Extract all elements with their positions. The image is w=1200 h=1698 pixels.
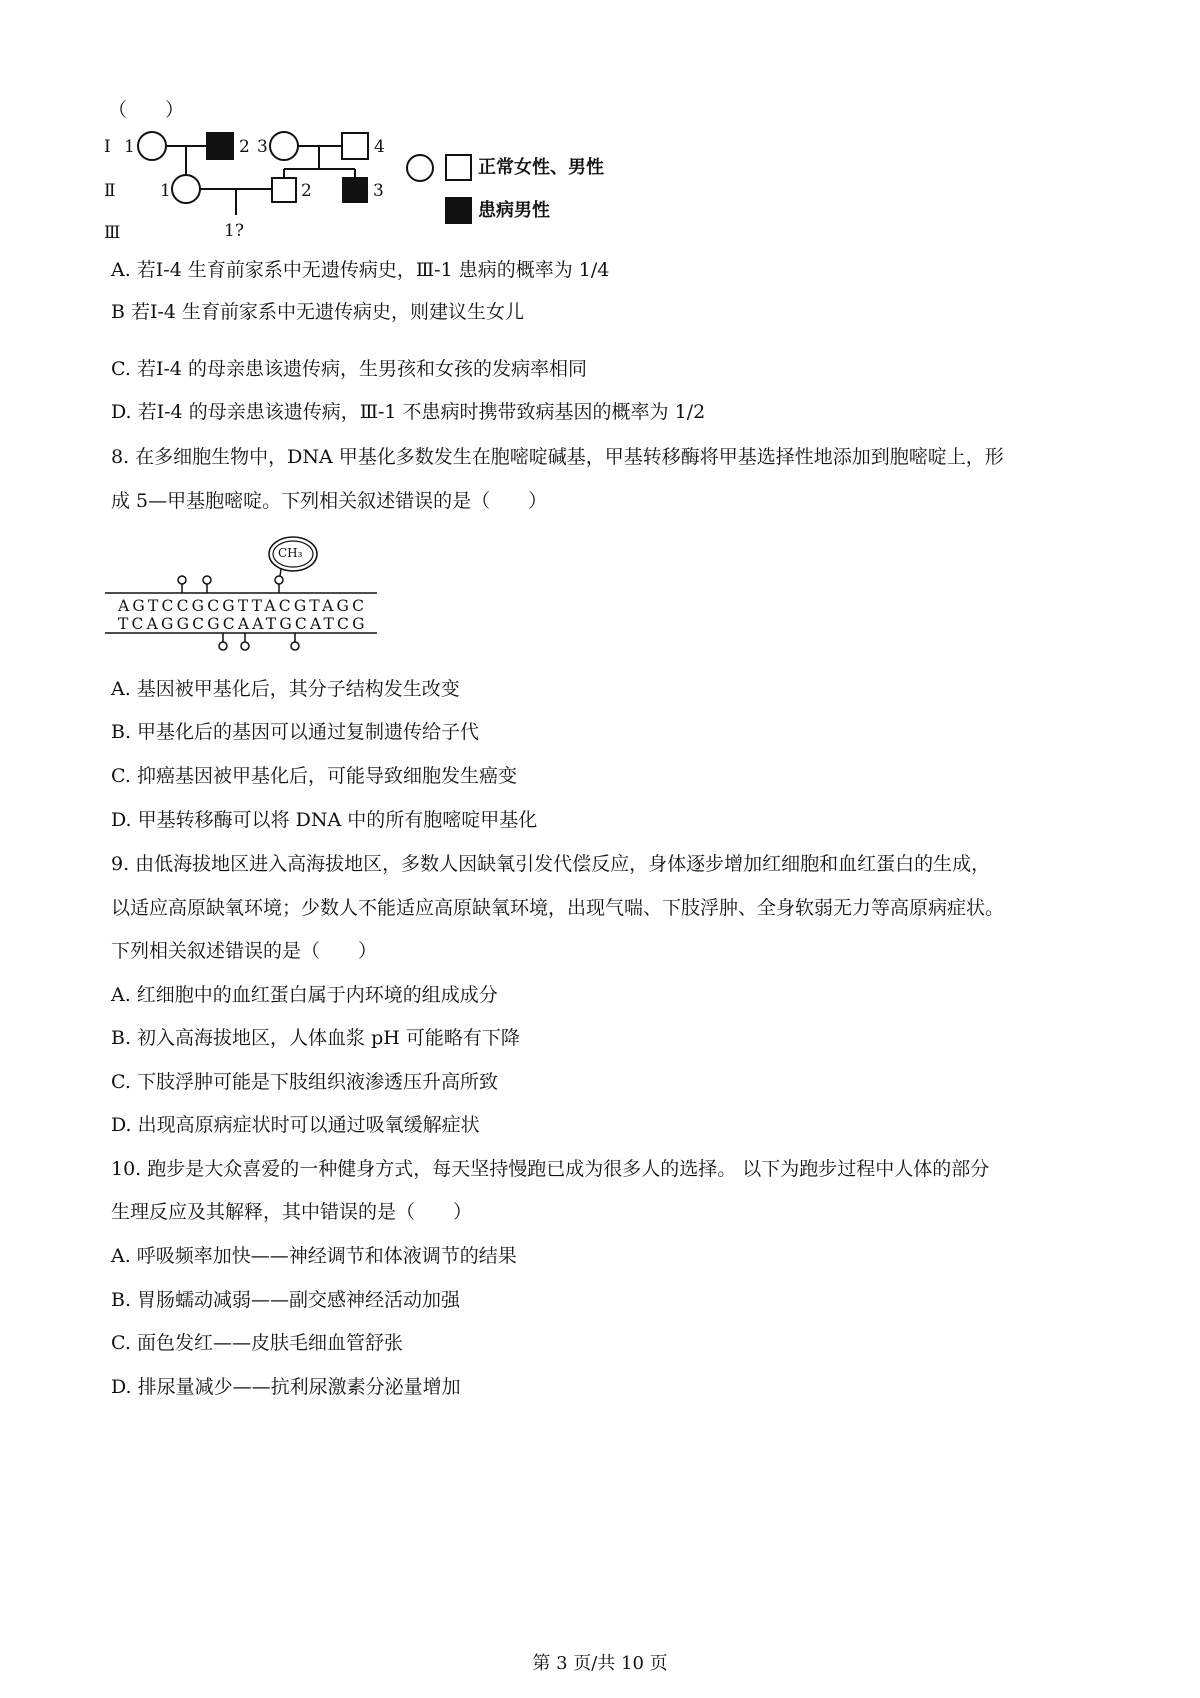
methyl-mark-top-3 <box>275 576 283 584</box>
q7-stem-tail: （ ） <box>108 99 185 121</box>
legend-affected-label: 患病男性 <box>478 200 550 221</box>
q9-stem-line-3: 下列相关叙述错误的是（ ） <box>111 940 378 962</box>
pedigree-chart <box>100 125 660 255</box>
gen-label-1: Ⅰ <box>104 137 111 157</box>
ind-i1: 1 <box>124 137 135 157</box>
ch3-label: CH₃ <box>278 546 303 560</box>
methyl-mark-bottom-2 <box>241 642 249 650</box>
q9-option-a: A. 红细胞中的血红蛋白属于内环境的组成成分 <box>111 984 498 1006</box>
q8-stem-line-2: 成 5—甲基胞嘧啶。下列相关叙述错误的是（ ） <box>111 490 548 512</box>
i1-female-normal <box>138 132 166 160</box>
q9-option-b: B. 初入高海拔地区，人体血浆 pH 可能略有下降 <box>111 1027 520 1049</box>
ii3-male-affected <box>343 178 367 202</box>
q9-option-d: D. 出现高原病症状时可以通过吸氧缓解症状 <box>111 1114 480 1136</box>
q7-option-c: C. 若Ⅰ-4 的母亲患该遗传病，生男孩和女孩的发病率相同 <box>111 358 587 380</box>
i2-male-affected <box>207 133 233 159</box>
ii1-female-normal <box>172 175 200 203</box>
q8-option-d: D. 甲基转移酶可以将 DNA 中的所有胞嘧啶甲基化 <box>111 809 538 831</box>
q10-option-c: C. 面色发红——皮肤毛细血管舒张 <box>111 1332 403 1354</box>
methyl-mark-top-1 <box>178 576 186 584</box>
legend-normal-label: 正常女性、男性 <box>478 157 604 178</box>
dna-methylation-figure <box>105 535 395 655</box>
methyl-mark-bottom-1 <box>219 642 227 650</box>
ii2-male-normal <box>272 178 296 202</box>
dna-strand-bottom: TCAGGCGCAATGCATCG <box>118 615 368 633</box>
i3-female-normal <box>270 132 298 160</box>
q7-option-d: D. 若Ⅰ-4 的母亲患该遗传病，Ⅲ-1 不患病时携带致病基因的概率为 1/2 <box>111 401 706 423</box>
q7-option-a: A. 若Ⅰ-4 生育前家系中无遗传病史，Ⅲ-1 患病的概率为 1/4 <box>111 259 610 281</box>
q10-option-b: B. 胃肠蠕动减弱——副交感神经活动加强 <box>111 1289 461 1311</box>
ind-i4: 4 <box>374 137 385 157</box>
q10-option-a: A. 呼吸频率加快——神经调节和体液调节的结果 <box>111 1245 517 1267</box>
methyl-mark-top-2 <box>203 576 211 584</box>
ind-i3: 3 <box>257 137 268 157</box>
dna-strand-top: AGTCCGCGTTACGTAGC <box>118 597 368 615</box>
dna-figure-lines <box>105 535 395 655</box>
q8-option-b: B. 甲基化后的基因可以通过复制遗传给子代 <box>111 721 480 743</box>
legend-male-normal <box>446 155 471 180</box>
legend-male-affected <box>446 198 471 223</box>
ind-ii2: 2 <box>301 181 312 201</box>
ind-iii1: 1? <box>224 221 244 241</box>
legend-female-normal <box>407 155 433 181</box>
q8-option-a: A. 基因被甲基化后，其分子结构发生改变 <box>111 678 460 700</box>
q8-option-c: C. 抑癌基因被甲基化后，可能导致细胞发生癌变 <box>111 765 517 787</box>
q10-option-d: D. 排尿量减少——抗利尿激素分泌量增加 <box>111 1376 461 1398</box>
methyl-mark-bottom-3 <box>291 642 299 650</box>
ind-ii3: 3 <box>373 181 384 201</box>
gen-label-3: Ⅲ <box>104 223 121 243</box>
q10-stem-line-2: 生理反应及其解释，其中错误的是（ ） <box>111 1201 473 1223</box>
q10-stem-line-1: 10. 跑步是大众喜爱的一种健身方式，每天坚持慢跑已成为很多人的选择。 以下为跑步过程中人体的部分 <box>111 1158 990 1180</box>
page-footer: 第 3 页/共 10 页 <box>532 1653 668 1674</box>
ind-i2: 2 <box>239 137 250 157</box>
q9-stem-line-1: 9. 由低海拔地区进入高海拔地区，多数人因缺氧引发代偿反应，身体逐步增加红细胞和血红蛋白的生成， <box>111 853 991 875</box>
q7-option-b: B 若Ⅰ-4 生育前家系中无遗传病史，则建议生女儿 <box>111 301 525 323</box>
gen-label-2: Ⅱ <box>104 181 116 201</box>
ind-ii1: 1 <box>160 181 171 201</box>
i4-male-normal <box>342 133 368 159</box>
q9-stem-line-2: 以适应高原缺氧环境；少数人不能适应高原缺氧环境，出现气喘、下肢浮肿、全身软弱无力等高原病症状。 <box>111 897 1005 919</box>
q8-stem-line-1: 8. 在多细胞生物中，DNA 甲基化多数发生在胞嘧啶碱基，甲基转移酶将甲基选择性地添加到胞嘧啶上，形 <box>111 446 1004 468</box>
q9-option-c: C. 下肢浮肿可能是下肢组织液渗透压升高所致 <box>111 1071 498 1093</box>
